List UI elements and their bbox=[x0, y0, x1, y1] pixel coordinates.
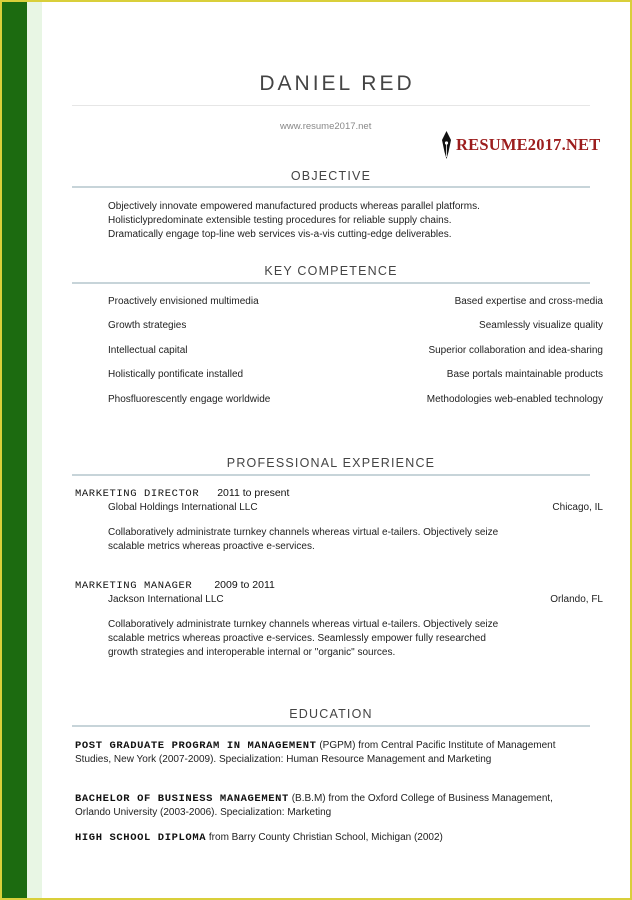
job-title-text: MARKETING DIRECTOR bbox=[75, 488, 200, 500]
job-description-line: Collaboratively administrate turnkey channels whereas virtual e-tailers. Objectively seize bbox=[108, 527, 499, 538]
job-dates: 2009 to 2011 bbox=[214, 579, 275, 591]
competence-item: Base portals maintainable products bbox=[446, 369, 603, 380]
job-location: Orlando, FL bbox=[550, 594, 603, 605]
degree-detail: from Barry County Christian School, Michigan (2002) bbox=[206, 832, 443, 843]
name-divider bbox=[72, 105, 590, 106]
competence-item: Holistically pontificate installed bbox=[108, 369, 244, 380]
degree-name: POST GRADUATE PROGRAM IN MANAGEMENT bbox=[75, 740, 317, 752]
job-title bbox=[75, 579, 275, 592]
objective-line: Objectively innovate empowered manufactured products whereas parallel platforms. bbox=[108, 201, 480, 212]
competence-item: Growth strategies bbox=[108, 320, 187, 331]
competence-item: Proactively envisioned multimedia bbox=[108, 296, 259, 307]
sidebar-dark-stripe bbox=[2, 2, 27, 898]
education-item bbox=[75, 739, 575, 767]
candidate-name: DANIEL RED bbox=[259, 72, 415, 95]
objective-heading: OBJECTIVE bbox=[290, 169, 372, 183]
competence-item: Based expertise and cross-media bbox=[454, 296, 603, 307]
job-description-line: scalable metrics whereas proactive e-services. bbox=[108, 540, 315, 552]
experience-rule bbox=[72, 474, 590, 476]
competence-item: Seamlessly visualize quality bbox=[479, 320, 603, 331]
competence-item: Phosfluorescently engage worldwide bbox=[108, 394, 271, 405]
company-name: Jackson International LLC bbox=[108, 594, 224, 605]
education-item bbox=[75, 792, 575, 820]
job-location: Chicago, IL bbox=[552, 502, 603, 513]
job-description-line: growth strategies and interoperable internal or "organic" sources. bbox=[108, 646, 396, 658]
education-heading: EDUCATION bbox=[289, 707, 373, 721]
competence-item: Superior collaboration and idea-sharing bbox=[428, 345, 603, 356]
experience-heading: PROFESSIONAL EXPERIENCE bbox=[226, 456, 436, 470]
job-description-line: scalable metrics whereas proactive e-services. Seamlessly empower fully researched bbox=[108, 632, 486, 644]
fountain-pen-nib-icon bbox=[440, 130, 453, 160]
degree-detail: (B.B.M) from the Oxford College of Business Management, Orlando University (2003-2006). Specialization: Marketing bbox=[75, 793, 553, 818]
objective-line: Dramatically engage top-line web services vis-a-vis cutting-edge deliverables. bbox=[108, 228, 452, 240]
competence-rule bbox=[72, 282, 590, 284]
website-url: www.resume2017.net bbox=[280, 121, 372, 132]
degree-name: HIGH SCHOOL DIPLOMA bbox=[75, 832, 207, 844]
degree-detail: (PGPM) from Central Pacific Institute of Management Studies, New York (2007-2009). Specialization: Human Resource Management and Marketing bbox=[75, 740, 556, 765]
degree-name: BACHELOR OF BUSINESS MANAGEMENT bbox=[75, 793, 289, 805]
competence-heading: KEY COMPETENCE bbox=[264, 264, 398, 278]
competence-item: Methodologies web-enabled technology bbox=[426, 394, 603, 405]
sidebar-light-stripe bbox=[27, 2, 42, 898]
job-description bbox=[108, 526, 498, 554]
objective-line: Holisticlypredominate extensible testing procedures for reliable supply chains. bbox=[108, 214, 452, 226]
job-description-line: Collaboratively administrate turnkey channels whereas virtual e-tailers. Objectively seize bbox=[108, 619, 499, 630]
objective-rule bbox=[72, 186, 590, 188]
objective-text bbox=[108, 200, 480, 241]
education-item bbox=[75, 831, 575, 845]
job-dates: 2011 to present bbox=[217, 487, 290, 499]
competence-item: Intellectual capital bbox=[108, 345, 188, 356]
job-description bbox=[108, 618, 498, 659]
logo-text: RESUME2017.NET bbox=[456, 135, 601, 154]
resume2017-logo bbox=[440, 128, 600, 162]
job-title-text: MARKETING MANAGER bbox=[75, 580, 193, 592]
education-rule bbox=[72, 725, 590, 727]
job-title bbox=[75, 487, 289, 500]
company-name: Global Holdings International LLC bbox=[108, 502, 258, 513]
